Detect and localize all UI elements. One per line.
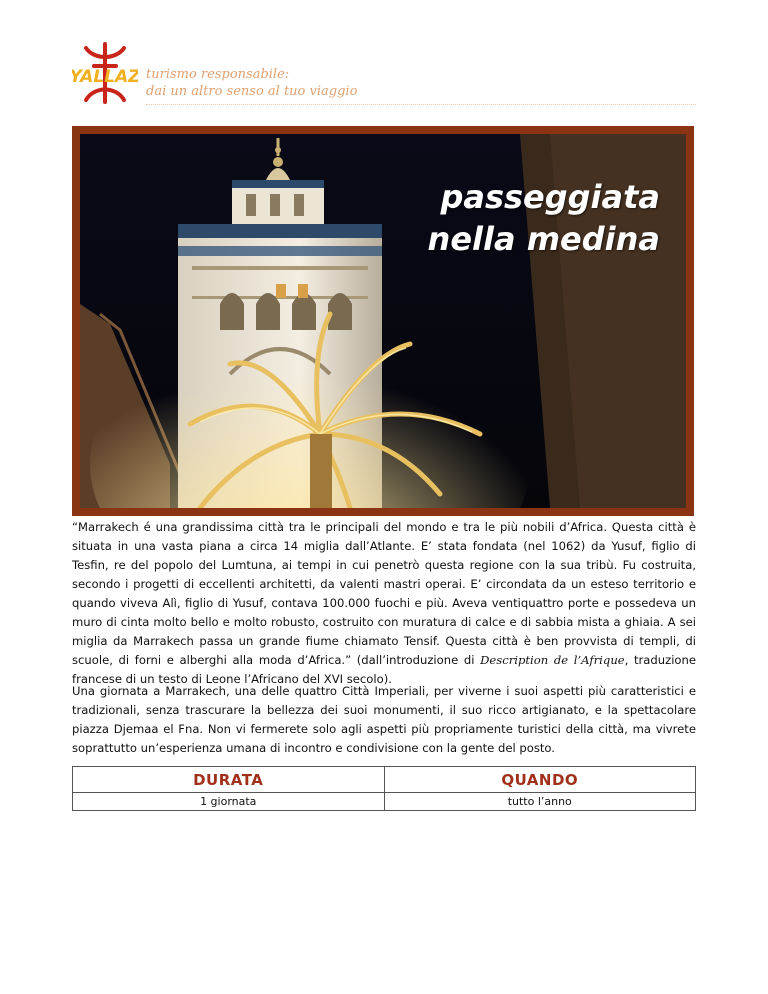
hero-title-line-1: passeggiata <box>440 178 660 216</box>
table-cell-durata: 1 giornata <box>73 793 385 811</box>
info-table <box>72 766 696 811</box>
table-header-durata: DURATA <box>73 767 385 793</box>
body-paragraph: Una giornata a Marrakech, una delle quattro Città Imperiali, per viverne i suoi aspetti più caratteristici e tradizionali, senza trascurare la bellezza dei suoi monumenti, il suo ricco artigianato, e la spettacolare piazza Djemaa el Fna. Non vi fermerete solo agli aspetti più propriamente turistici della città, ma vivrete soprattutto un’esperienza umana di incontro e condivisione con la gente del posto. <box>72 684 696 755</box>
svg-text:YALLAZ: YALLAZ <box>72 67 138 87</box>
hero-title-line-2: nella medina <box>427 220 660 258</box>
table-cell-quando: tutto l’anno <box>384 793 696 811</box>
table-row <box>73 793 696 811</box>
intro-source-title: Description de l’Afrique <box>480 653 625 667</box>
hero-image-frame <box>72 126 694 516</box>
table-header-row <box>73 767 696 793</box>
yallaz-logo <box>72 40 138 106</box>
yallaz-symbol-icon <box>72 40 138 106</box>
intro-source-prefix: (dall’introduzione di <box>351 653 481 667</box>
hero-title <box>428 176 660 260</box>
tagline-line-2: dai un altro senso al tuo viaggio <box>146 84 358 99</box>
intro-quote: “Marrakech é una grandissima città tra le principali del mondo e tra le più nobili d’Africa. Questa città è situata in una vasta piana a circa 14 miglia dall’Atlante. E’ stata fondata (nel 1062) da Yusuf, figlio di Tesfin, re del popolo del Lumtuna, ai tempi in cui penetrò questa regione con la sua tribù. Fu costruita, secondo i progetti di eccellenti architetti, da valenti mastri operai. E’ circondata da un esteso territorio e quando viveva Alì, figlio di Yusuf, contava 100.000 fuochi e più. Aveva ventiquattro porte e possedeva un muro di cinta molto bello e molto robusto, costruito con muratura di calce e di sabbia mista a ghiaia. A sei miglia da Marrakech passa un grande fiume chiamato Tensif. Questa città è ben provvista di templi, di scuole, di forni e alberghi alla moda d’Africa.” <box>72 520 696 667</box>
intro-paragraph <box>72 518 696 689</box>
hero-image <box>80 134 686 508</box>
table-header-quando: QUANDO <box>384 767 696 793</box>
intro-source-suffix: , traduzione francese di un testo di Leone l’Africano del XVI secolo). <box>72 653 697 686</box>
tagline-line-1: turismo responsabile: <box>146 67 290 82</box>
tagline <box>146 66 357 100</box>
header-divider <box>146 104 696 105</box>
